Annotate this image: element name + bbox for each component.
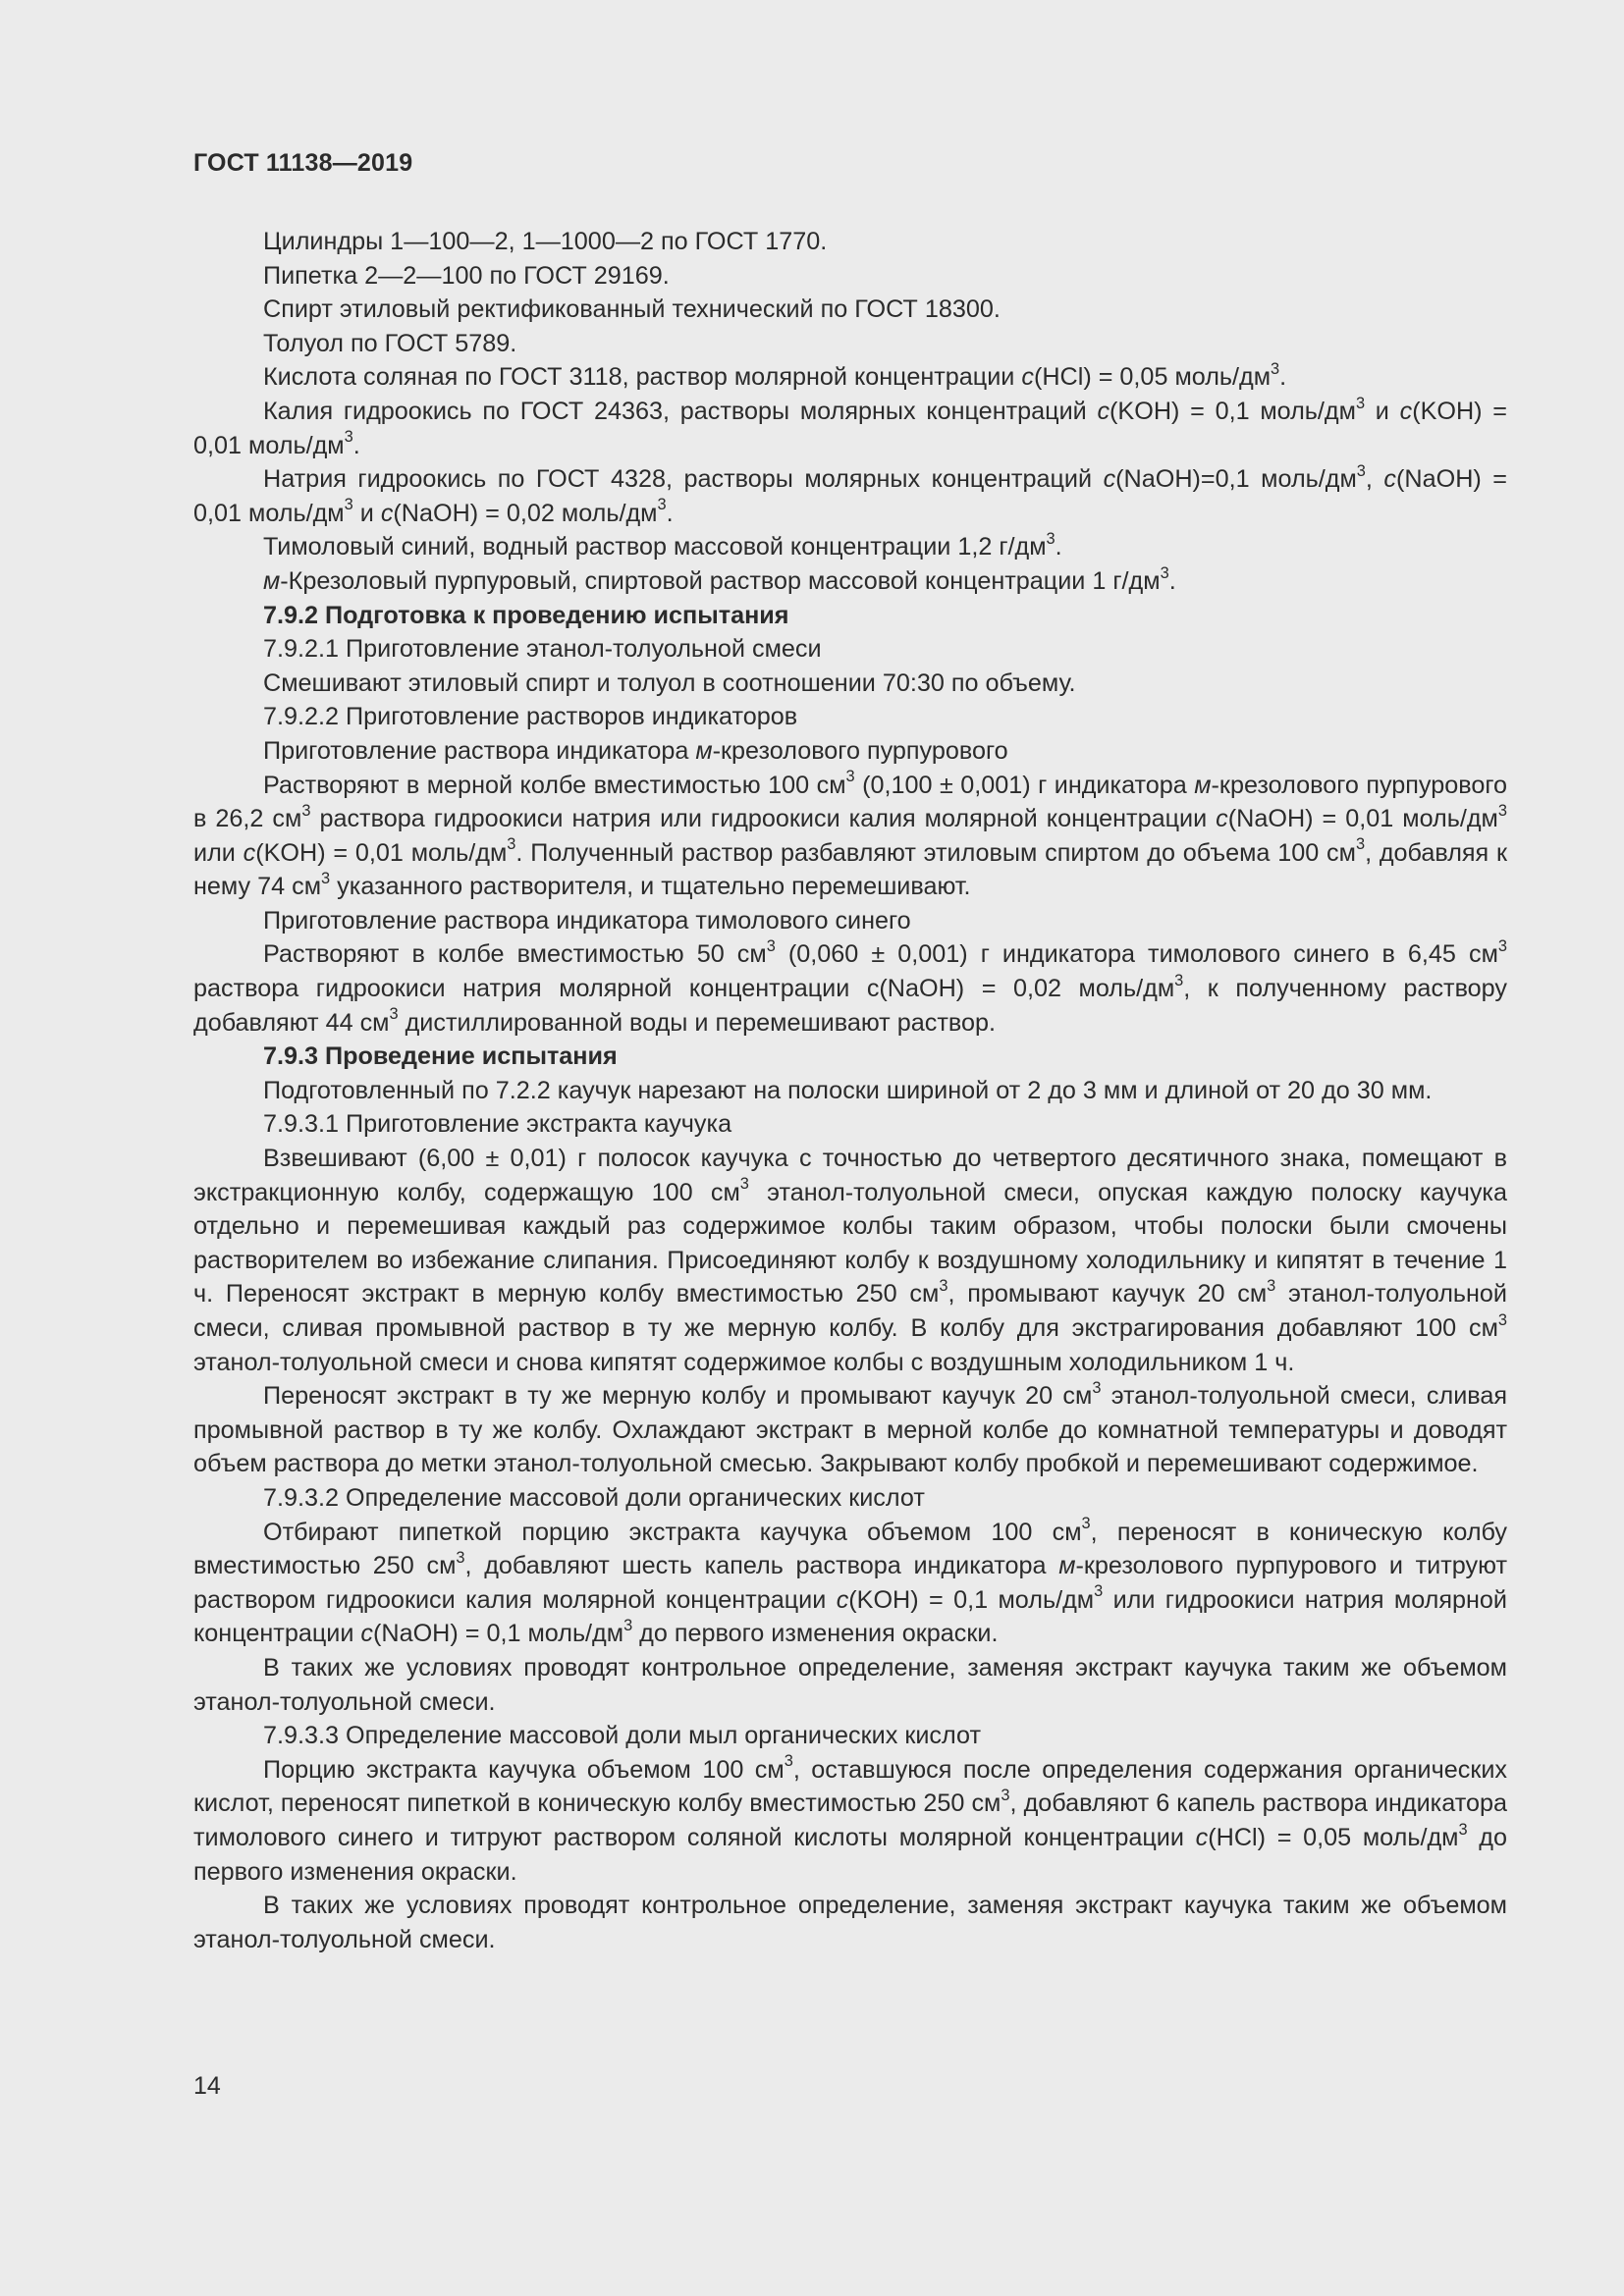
paragraph: В таких же условиях проводят контрольное определение, заменяя экстракт каучука таким же объемом этанол-толуольной смеси. [193, 1892, 1507, 1953]
subsection-heading: 7.9.2.1 Приготовление этанол-толуольной смеси [263, 635, 822, 664]
paragraph: Взвешивают (6,00 ± 0,01) г полосок каучука с точностью до четвертого десятичного знака, помещают в экстракционную колбу, содержащую 100 $см^3$ этанол-толуольной смеси, опуская каждую полоску каучука отдельно и перемешивая каждый раз содержимое колбы таким образом, чтобы полоски были смочены растворителем во избежание слипания. Присоединяют колбу к воздушному холодильнику и кипятят в течение 1 ч. Переносят экстракт в мерную колбу вместимостью 250 $см^3$, промывают каучук 20 $см^3$ этанол-толуольной смеси, сливая промывной раствор в ту же мерную колбу. В колбу для экстрагирования добавляют 100 $см^3$ этанол-толуольной смеси и снова кипятят содержимое колбы с воздушным холодильником 1 ч. [193, 1145, 1508, 1376]
paragraph: Отбирают пипеткой порцию экстракта каучука объемом 100 $см^3$, переносят в коническую колбу вместимостью 250 $см^3$, добавляют шесть капель раствора индикатора м-крезолового пурпурового и титруют раствором гидроокиси калия молярной концентрации c(KOH) = 0,1 моль/$дм^3$ или гидроокиси натрия молярной концентрации c(NaOH) = 0,1 моль/$дм^3$ до первого изменения окраски. [193, 1515, 1508, 1648]
paragraph: Смешивают этиловый спирт и толуол в соотношении 70:30 по объему. [263, 668, 1076, 697]
subsection-heading: 7.9.3.1 Приготовление экстракта каучука [263, 1110, 732, 1139]
paragraph: Растворяют в мерной колбе вместимостью 100 $см^3$ (0,100 ± 0,001) г индикатора м-крезолового пурпурового в 26,2 $см^3$ раствора гидроокиси натрия или гидроокиси калия молярной концентрации c(NaOH) = 0,01 моль/$дм^3$ или c(KOH) = 0,01 моль/$дм^3$. Полученный раствор разбавляют этиловым спиртом до объема 100 $см^3$, добавляя к нему 74 $см^3$ указанного растворителя, и тщательно перемешивают. [193, 768, 1507, 901]
paragraph: Пипетка 2—2—100 по ГОСТ 29169. [263, 261, 670, 290]
paragraph: Толуол по ГОСТ 5789. [263, 329, 517, 357]
document-header: ГОСТ 11138—2019 [193, 149, 413, 177]
paragraph: Калия гидроокись по ГОСТ 24363, растворы молярных концентраций c(KOH) = 0,1 моль/$дм^3$ и c(KOH) = 0,01 моль/$дм^3$. [193, 394, 1507, 459]
page-number: 14 [193, 2072, 221, 2100]
paragraph: Переносят экстракт в ту же мерную колбу и промывают каучук 20 $см^3$ этанол-толуольной смеси, сливая промывной раствор в ту же колбу. Охлаждают экстракт в мерной колбе до комнатной температуры и доводят объем раствора до метки этанол-толуольной смесью. Закрывают колбу пробкой и перемешивают содержимое. [193, 1378, 1508, 1478]
section-heading: 7.9.3 Проведение испытания [263, 1042, 618, 1071]
paragraph: Натрия гидроокись по ГОСТ 4328, растворы молярных концентраций c(NaOH)=0,1 моль/$дм^3$, c(NaOH) = 0,01 моль/$дм^3$ и c(NaOH) = 0,02 моль/$дм^3$. [193, 461, 1508, 527]
paragraph: Порцию экстракта каучука объемом 100 $см^3$, оставшуюся после определения содержания органических кислот, переносят пипеткой в коническую колбу вместимостью 250 $см^3$, добавляют 6 капель раствора индикатора тимолового синего и титруют раствором соляной кислоты молярной концентрации c(HCl) = 0,05 моль/$дм^3$ до первого изменения окраски. [193, 1752, 1508, 1886]
subsection-heading: 7.9.2.2 Приготовление растворов индикаторов [263, 703, 798, 731]
document-body [193, 225, 1507, 1956]
paragraph: Приготовление раствора индикатора тимолового синего [263, 906, 911, 934]
paragraph: Приготовление раствора индикатора м-крезолового пурпурового [263, 736, 1008, 765]
paragraph: Тимоловый синий, водный раствор массовой концентрации 1,2 $г/дм^3$. [263, 529, 1062, 561]
paragraph: Растворяют в колбе вместимостью 50 $см^3$ (0,060 ± 0,001) г индикатора тимолового синего в 6,45 $см^3$ раствора гидроокиси натрия молярной концентрации с(NaOH) = 0,02 моль/$дм^3$, к полученному раствору добавляют 44 $см^3$ дистиллированной воды и перемешивают раствор. [193, 937, 1508, 1037]
subsection-heading: 7.9.3.3 Определение массовой доли мыл органических кислот [263, 1722, 981, 1750]
paragraph: Спирт этиловый ректификованный технический по ГОСТ 18300. [263, 295, 1001, 324]
section-heading: 7.9.2 Подготовка к проведению испытания [263, 601, 789, 629]
paragraph: Кислота соляная по ГОСТ 3118, раствор молярной концентрации c(HCl) = 0,05 моль/$дм^3$. [263, 359, 1287, 392]
paragraph: В таких же условиях проводят контрольное определение, заменяя экстракт каучука таким же объемом этанол-толуольной смеси. [193, 1653, 1507, 1716]
subsection-heading: 7.9.3.2 Определение массовой доли органических кислот [263, 1483, 925, 1512]
paragraph: Цилиндры 1—100—2, 1—1000—2 по ГОСТ 1770. [263, 228, 828, 255]
paragraph: Подготовленный по 7.2.2 каучук нарезают на полоски шириной от 2 до 3 мм и длиной от 20 до 30 мм. [263, 1076, 1433, 1104]
paragraph: м-Крезоловый пурпуровый, спиртовой раствор массовой концентрации 1 $г/дм^3$. [263, 563, 1176, 595]
